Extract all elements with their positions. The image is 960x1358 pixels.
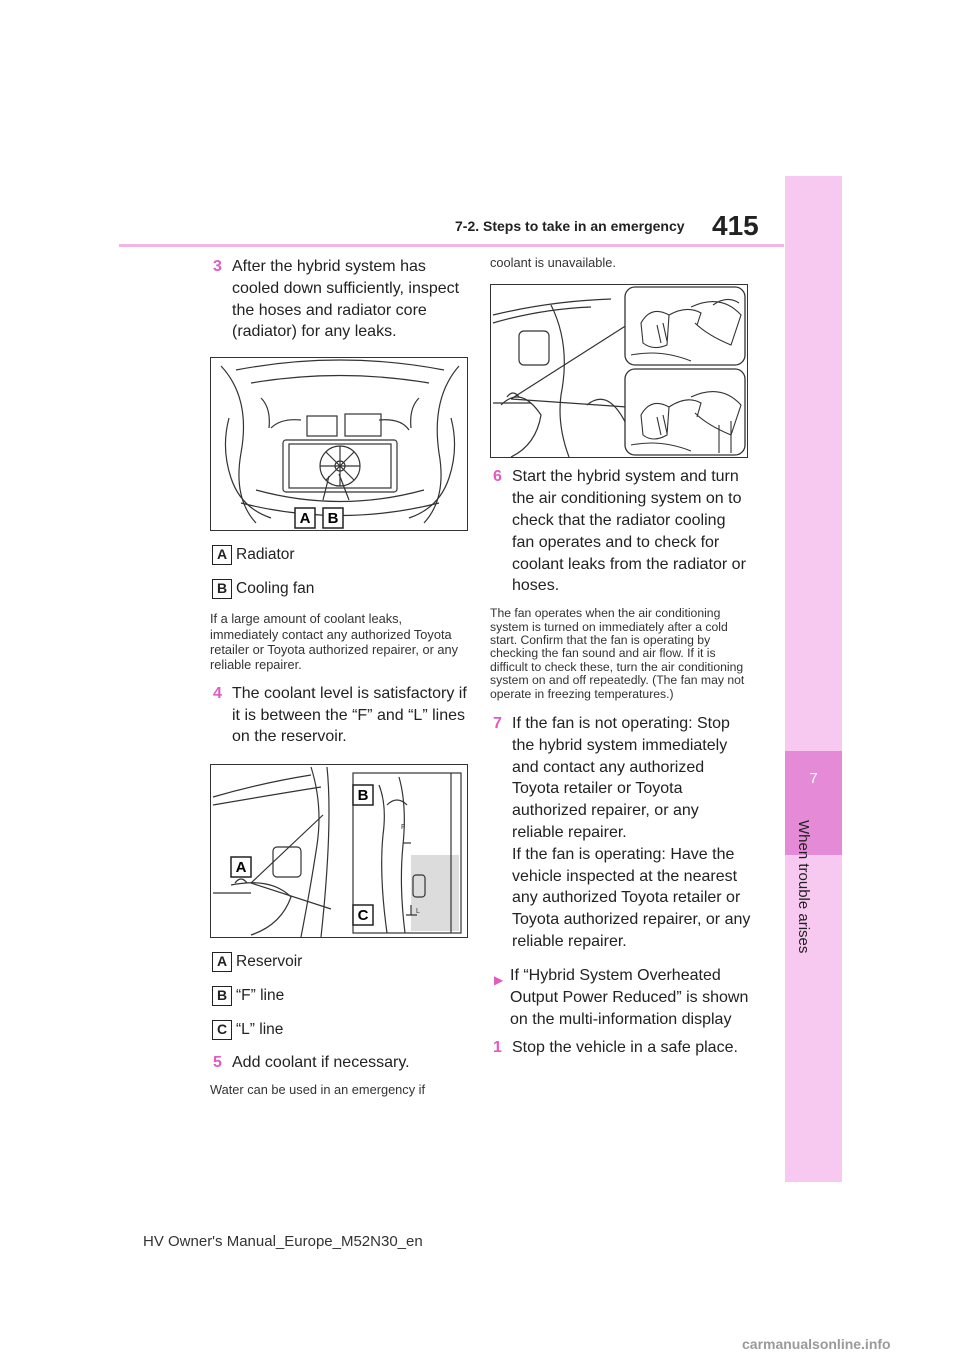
legend-key: B <box>212 579 232 599</box>
figure-label-c <box>353 905 373 925</box>
legend-label: Radiator <box>236 546 295 564</box>
step-7 <box>490 713 752 953</box>
chapter-side-tab <box>785 176 842 1182</box>
svg-text:B: B <box>327 510 339 528</box>
watermark: carmanualsonline.info <box>742 1336 891 1352</box>
svg-text:B: B <box>357 787 369 805</box>
svg-text:F: F <box>401 824 406 832</box>
step-3 <box>210 256 472 343</box>
step-6 <box>490 466 752 597</box>
svg-text:A: A <box>299 510 311 528</box>
step-7-body <box>512 713 752 953</box>
header-rule <box>119 244 784 247</box>
legend-key: C <box>212 1020 232 1040</box>
step-text-fan-operating: If the fan is operating: Have the vehicle inspected at the nearest any authorized Toyota retailer or Toyota authorized repairer, or any reliable repairer. <box>512 845 751 950</box>
legend-key: A <box>212 952 232 972</box>
reservoir-figure <box>210 764 468 938</box>
engine-bay-figure <box>210 357 468 531</box>
chapter-side-tab-active <box>785 751 842 855</box>
step-text: Start the hybrid system and turn the air conditioning system on to check that the radiator cooling fan operates and to check for coolant leaks from the radiator or hoses. <box>512 468 746 595</box>
step-text: The coolant level is satisfactory if it is between the “F” and “L” lines on the reservoir. <box>232 684 467 746</box>
step-text: After the hybrid system has cooled down sufficiently, inspect the hoses and radiator core (radiator) for any leaks. <box>232 258 460 341</box>
step-number: 1 <box>493 1038 502 1056</box>
svg-text:A: A <box>235 859 247 877</box>
step-text: Stop the vehicle in a safe place. <box>512 1038 738 1056</box>
legend-key: A <box>212 545 232 565</box>
adding-coolant-illustration <box>491 285 748 458</box>
note-water: Water can be used in an emergency if <box>210 1082 426 1097</box>
svg-text:C: C <box>357 907 369 925</box>
legend-l-line <box>210 1020 472 1040</box>
legend-cooling-fan <box>210 579 472 599</box>
inset-top <box>625 287 745 365</box>
step-text: Add coolant if necessary. <box>232 1054 410 1072</box>
legend-label: “L” line <box>236 1021 284 1039</box>
legend-radiator <box>210 545 472 565</box>
svg-text:L: L <box>416 908 420 916</box>
figure-label-a <box>295 508 315 528</box>
legend-reservoir <box>210 952 472 972</box>
step-text-fan-not-operating: If the fan is not operating: Stop the hybrid system immediately and contact any authorized Toyota retailer or Toyota authorized repairer, or any reliable repairer. <box>512 715 730 842</box>
legend-label: Reservoir <box>236 953 303 971</box>
chapter-number: 7 <box>809 770 818 787</box>
bullet-overheated-message <box>490 965 752 1031</box>
inset-bottom <box>625 369 745 455</box>
engine-bay-illustration <box>211 358 468 531</box>
right-column <box>490 252 752 1059</box>
chapter-title: When trouble arises <box>795 820 812 954</box>
left-column <box>210 252 472 1097</box>
legend-label: Cooling fan <box>236 580 315 598</box>
step-4 <box>210 683 472 748</box>
step-number: 7 <box>493 715 502 733</box>
page-number: 415 <box>712 210 759 241</box>
note-fan-operation: The fan operates when the air conditioning system is turned on immediately after a cold start. Confirm that the fan is operating by checking the fan sound and air flow. If it is difficult to check these, turn the air conditioning system on and off repeatedly. (The fan may not operate in freezing temperatures.) <box>490 606 745 701</box>
adding-coolant-figure <box>490 284 748 458</box>
note-coolant-leak: If a large amount of coolant leaks, immediately contact any authorized Toyota retailer or Toyota authorized repairer, or any reliable repairer. <box>210 611 459 673</box>
note-water-cont: coolant is unavailable. <box>490 255 616 270</box>
legend-label: “F” line <box>236 987 285 1005</box>
legend-f-line <box>210 986 472 1006</box>
step-number: 4 <box>213 684 222 702</box>
figure-label-b <box>353 785 373 805</box>
step-number: 5 <box>213 1054 222 1072</box>
footer-manual-id: HV Owner's Manual_Europe_M52N30_en <box>143 1233 423 1250</box>
section-title: 7-2. Steps to take in an emergency <box>455 218 685 234</box>
figure-label-b <box>323 508 343 528</box>
step-5 <box>210 1052 472 1074</box>
bullet-text: If “Hybrid System Overheated Output Power Reduced” is shown on the multi-information display <box>510 966 749 1028</box>
step-number: 3 <box>213 258 222 275</box>
figure-label-a <box>231 857 251 877</box>
triangle-bullet-icon: ▶ <box>494 972 504 987</box>
legend-key: B <box>212 986 232 1006</box>
step-number: 6 <box>493 468 502 486</box>
step-1 <box>490 1037 752 1059</box>
reservoir-illustration <box>211 765 468 938</box>
